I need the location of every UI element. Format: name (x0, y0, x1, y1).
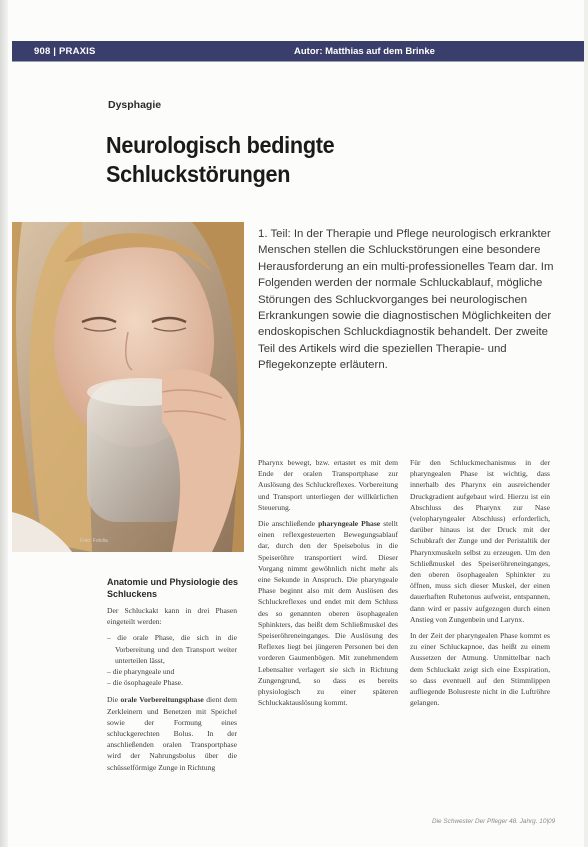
author-line: Autor: Matthias auf dem Brinke (294, 45, 435, 57)
col2-paragraph-1: Pharynx bewegt, bzw. ertastet es mit dem Ende der oralen Transportphase zur Auslösung des Schluckreflexes. Vorbereitung und Transport unterliegen der willkürlichen Steuerung. (258, 458, 398, 512)
text-column-2 (258, 457, 398, 713)
text-column-1 (107, 605, 237, 778)
col3-paragraph-2: In der Zeit der pharyngealen Phase kommt es zu einer Schluckapnoe, das heißt zu einem Aussetzen der Atmung. Unmittelbar nach dem Schluckakt zeigt sich eine Exspiration, so dass eventuell auf den Stimmlippen aufliegende Bolusreste nicht in die Luftröhre gelangen. (410, 631, 550, 708)
list-item: – die orale Phase, die sich in die Vorbereitung und den Transport weiter unterteilen lässt, (107, 633, 237, 665)
woman-drinking-photo (12, 222, 244, 552)
article-photo (12, 222, 244, 552)
title-line-1: Neurologisch bedingte (106, 132, 335, 158)
bold-term: orale Vorbereitungsphase (120, 695, 204, 705)
text-run: dient dem Zerkleinern und Benetzen mit Speichel sowie der Formung eines schluckgerechten Bolus. In der anschließenden oralen Transportphase wird der Nahrungsbolus über die schüsselförmige Zunge in Richtung (107, 695, 237, 772)
page-gutter-shadow (0, 0, 8, 847)
text-run: stellt einen reflexgesteuerten Bewegungsablauf dar, durch den der Speisebolus in die Speiseröhre transportiert wird. Dieser Vorgang nimmt gewöhnlich nicht mehr als eine Sekunde in Anspruch. Die pharyngeale Phase beginnt also mit dem Auslösen des Schluckreflexes und endet mit dem Schluss des so genannten oberen ösophagealen Sphinkters, das heißt dem Schließmuskel des Speiseröhreneinganges. Die Auslösung des Reflexes liegt bei jüngeren Personen bei den vorderen Gaumenbögen. Mit zunehmendem Lebensalter verlagert sie sich in Richtung Zungengrund, so dass es bereits physiologisch zu einer späteren Schluckaktauslösung kommt. (258, 519, 398, 708)
col1-paragraph-1: Der Schluckakt kann in drei Phasen eingeteilt werden: (107, 606, 237, 627)
list-item: – die pharyngeale und (107, 667, 175, 677)
phases-list (107, 632, 237, 688)
page-right-edge (584, 0, 588, 847)
section-heading-anatomy: Anatomie und Physiologie des Schluckens (107, 577, 239, 599)
lead-paragraph: 1. Teil: In der Therapie und Pflege neurologisch erkrankter Menschen stellen die Schluckstörungen eine besondere Herausforderung an ein multi-professionelles Team dar. Im Folgenden werden der normale Schluckablauf, mögliche Störungen des Schluckvorganges bei neurologischen Erkrankungen sowie die diagnostischen Möglichkeiten der endoskopischen Schluckdiagnostik behandelt. Der zweite Teil des Artikels wird die speziellen Therapie- und Pflegekonzepte erläutern. (258, 228, 554, 372)
list-item: – die ösophageale Phase. (107, 678, 183, 688)
page-number-section: 908 | PRAXIS (34, 45, 96, 57)
text-run: Die anschließende (258, 519, 319, 529)
title-line-2: Schluckstörungen (106, 161, 291, 187)
col3-paragraph-1: Für den Schluckmechanismus in der pharyngealen Phase ist wichtig, dass innerhalb des Pharynx ein ausreichender Druckgradient aufgebaut wird. Hierzu ist ein Abschluss des Pharynx zur Nase (velopharyngealer Abschluss) erforderlich, darüber hinaus ist der Druck mit der Schubkraft der Zunge und der Peristaltik der Pharynxmuskeln selbst zu erzeugen. Um den Schließmuskel des Speiseröhreneinganges, den oberen ösophagealen Sphinkter zu öffnen, muss sich dieser Muskel, der einen dauerhaften Ruhetonus aufweist, entspannen, dann wird er passiv aufgezogen durch einen Anstieg von Zungenbein und Larynx. (410, 458, 550, 624)
bold-term: pharyngeale Phase (318, 519, 381, 529)
article-kicker: Dysphagie (108, 99, 162, 111)
text-run: Die (107, 695, 121, 705)
text-column-3 (410, 457, 550, 713)
page-footer: Die Schwester Der Pfleger 48. Jahrg. 10|09 (432, 818, 556, 825)
header-underline (12, 61, 584, 62)
photo-credit: Foto: Fotolia (80, 538, 108, 544)
col1-paragraph-2 (107, 694, 237, 772)
article-title (106, 131, 428, 189)
header-bar (12, 41, 584, 61)
col2-paragraph-2 (258, 518, 398, 708)
